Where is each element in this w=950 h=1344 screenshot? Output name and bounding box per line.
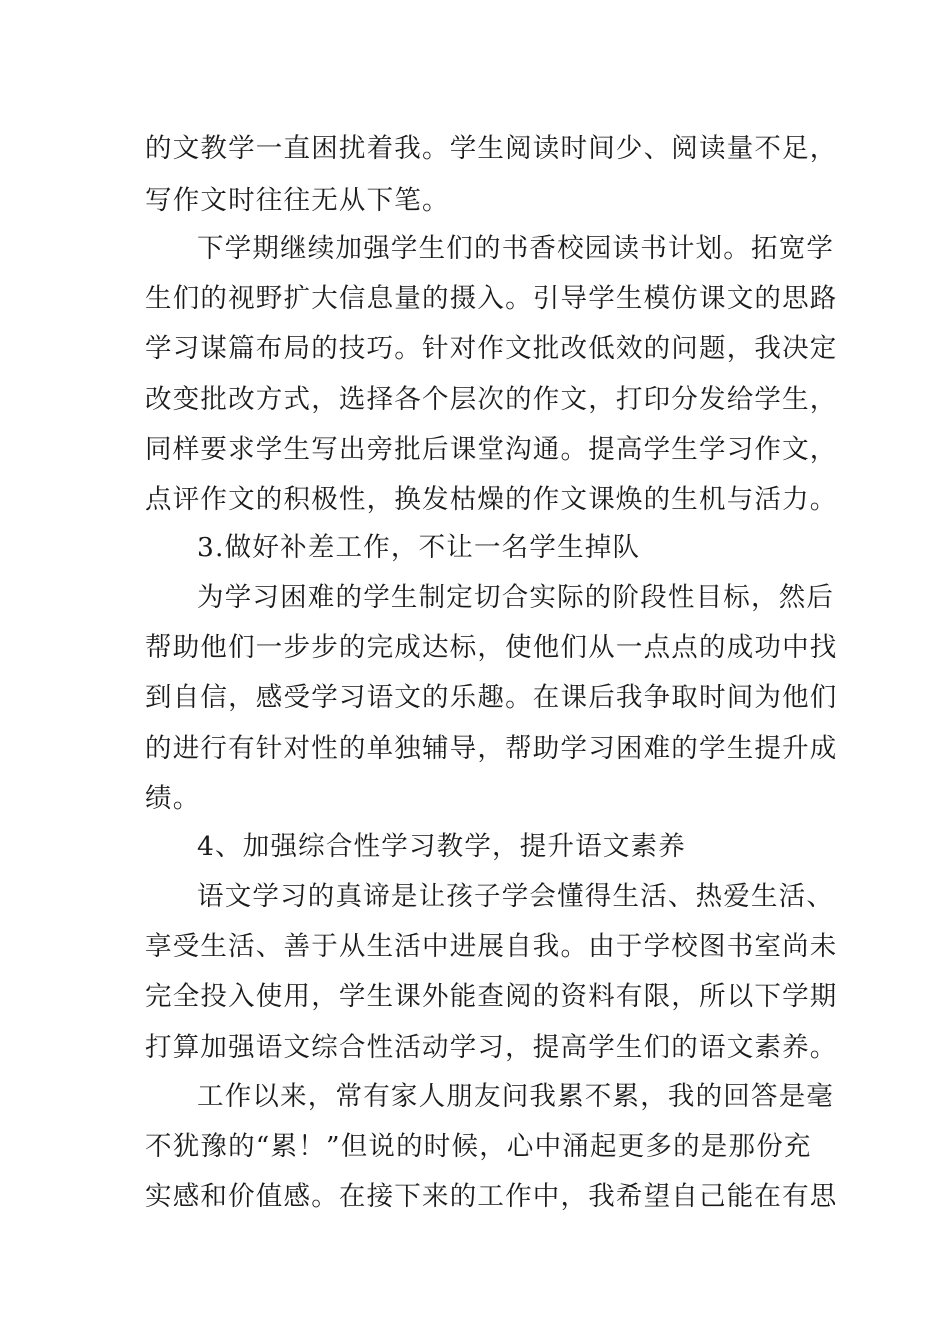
text-line-1: 的文教学一直困扰着我。学生阅读时间少、阅读量不足， [145, 133, 838, 164]
text-line-7: 同样要求学生写出旁批后课堂沟通。提高学生学习作文， [145, 434, 838, 465]
text-line-18: 完全投入使用，学生课外能查阅的资料有限，所以下学期 [145, 981, 838, 1012]
text-line-13: 的进行有针对性的单独辅导，帮助学习困难的学生提升成 [145, 733, 838, 764]
text-line-12: 到自信，感受学习语文的乐趣。在课后我争取时间为他们 [145, 682, 838, 713]
text-line-5: 学习谋篇布局的技巧。针对作文批改低效的问题，我决定 [145, 333, 838, 364]
text-line-6: 改变批改方式，选择各个层次的作文，打印分发给学生， [145, 384, 838, 415]
paragraph-line-16: 语文学习的真谛是让孩子学会懂得生活、热爱生活、 [197, 881, 835, 912]
text-line-22: 实感和价值感。在接下来的工作中，我希望自己能在有思 [145, 1181, 838, 1212]
text-line-19: 打算加强语文综合性活动学习，提高学生们的语文素养。 [145, 1032, 838, 1063]
text-line-8: 点评作文的积极性，换发枯燥的作文课焕的生机与活力。 [145, 484, 838, 515]
text-line-14: 绩。 [145, 783, 201, 814]
text-line-11: 帮助他们一步步的完成达标，使他们从一点点的成功中找 [145, 632, 838, 663]
paragraph-line-3: 下学期继续加强学生们的书香校园读书计划。拓宽学 [197, 233, 835, 264]
section-heading-3: 3.做好补差工作，不让一名学生掉队 [197, 532, 641, 563]
text-line-2: 写作文时往往无从下笔。 [145, 185, 450, 216]
text-line-21: 不犹豫的“累！”但说的时候，心中涌起更多的是那份充 [145, 1131, 812, 1162]
paragraph-line-10: 为学习困难的学生制定切合实际的阶段性目标，然后 [197, 582, 835, 613]
text-line-4: 生们的视野扩大信息量的摄入。引导学生模仿课文的思路 [145, 283, 838, 314]
section-heading-4: 4、加强综合性学习教学，提升语文素养 [197, 831, 686, 862]
text-line-17: 享受生活、善于从生活中进展自我。由于学校图书室尚未 [145, 931, 838, 962]
paragraph-line-20: 工作以来，常有家人朋友问我累不累，我的回答是毫 [197, 1081, 835, 1112]
